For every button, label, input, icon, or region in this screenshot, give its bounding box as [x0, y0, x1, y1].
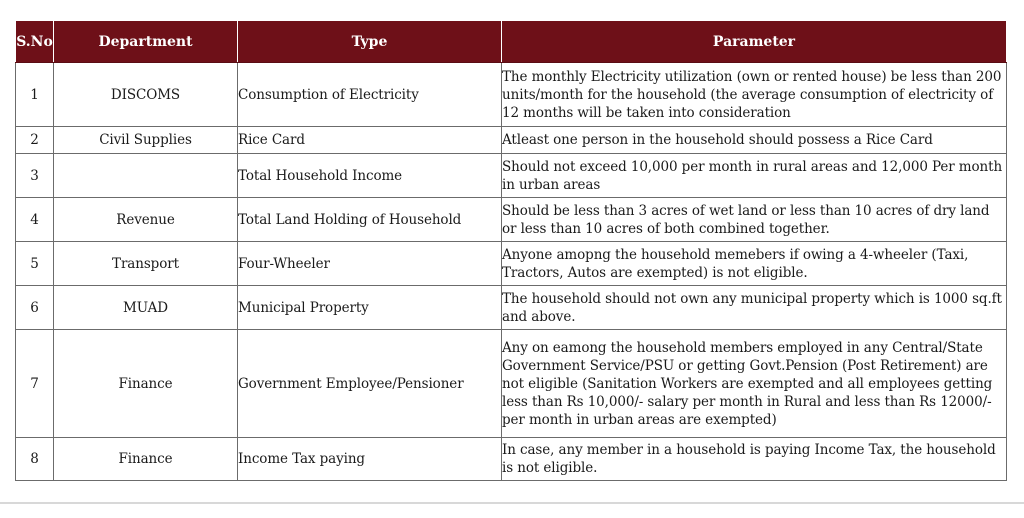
cell-parameter: Atleast one person in the household should possess a Rice Card [502, 127, 1007, 154]
cell-department: Finance [54, 438, 238, 481]
cell-parameter: The monthly Electricity utilization (own or rented house) be less than 200 units/month for the household (the average consumption of electricity of 12 months will be taken into consideration [502, 63, 1007, 127]
table-row [16, 242, 1007, 286]
footer-divider [0, 502, 1024, 504]
cell-sno: 2 [16, 127, 54, 154]
cell-type: Consumption of Electricity [238, 63, 502, 127]
table-row [16, 286, 1007, 330]
cell-department: Revenue [54, 198, 238, 242]
cell-parameter: Should be less than 3 acres of wet land or less than 10 acres of dry land or less than 10 acres of both combined together. [502, 198, 1007, 242]
cell-department: Finance [54, 330, 238, 438]
cell-sno: 8 [16, 438, 54, 481]
cell-parameter: In case, any member in a household is paying Income Tax, the household is not eligible. [502, 438, 1007, 481]
cell-sno: 7 [16, 330, 54, 438]
cell-parameter: Should not exceed 10,000 per month in rural areas and 12,000 Per month in urban areas [502, 154, 1007, 198]
table-row [16, 198, 1007, 242]
header-parameter: Parameter [502, 21, 1007, 63]
table-row [16, 154, 1007, 198]
cell-type: Rice Card [238, 127, 502, 154]
cell-department: Transport [54, 242, 238, 286]
table-header-row [16, 21, 1007, 63]
header-sno: S.No [16, 21, 54, 63]
cell-parameter: Any on eamong the household members employed in any Central/State Government Service/PSU or getting Govt.Pension (Post Retirement) are not eligible (Sanitation Workers are exempted and all employees getting less than Rs 10,000/- salary per month in Rural and less than Rs 12000/- per month in urban areas are exempted) [502, 330, 1007, 438]
cell-sno: 4 [16, 198, 54, 242]
cell-sno: 3 [16, 154, 54, 198]
table-row [16, 127, 1007, 154]
cell-department [54, 154, 238, 198]
cell-sno: 1 [16, 63, 54, 127]
table-row [16, 330, 1007, 438]
cell-department: MUAD [54, 286, 238, 330]
header-department: Department [54, 21, 238, 63]
cell-type: Four-Wheeler [238, 242, 502, 286]
cell-type: Municipal Property [238, 286, 502, 330]
cell-sno: 6 [16, 286, 54, 330]
cell-type: Government Employee/Pensioner [238, 330, 502, 438]
table-row [16, 63, 1007, 127]
cell-parameter: The household should not own any municipal property which is 1000 sq.ft and above. [502, 286, 1007, 330]
cell-department: Civil Supplies [54, 127, 238, 154]
header-type: Type [238, 21, 502, 63]
eligibility-criteria-table [15, 20, 1007, 481]
cell-type: Income Tax paying [238, 438, 502, 481]
table-row [16, 438, 1007, 481]
cell-department: DISCOMS [54, 63, 238, 127]
cell-sno: 5 [16, 242, 54, 286]
cell-type: Total Household Income [238, 154, 502, 198]
cell-type: Total Land Holding of Household [238, 198, 502, 242]
cell-parameter: Anyone amopng the household memebers if owing a 4-wheeler (Taxi, Tractors, Autos are exempted) is not eligible. [502, 242, 1007, 286]
